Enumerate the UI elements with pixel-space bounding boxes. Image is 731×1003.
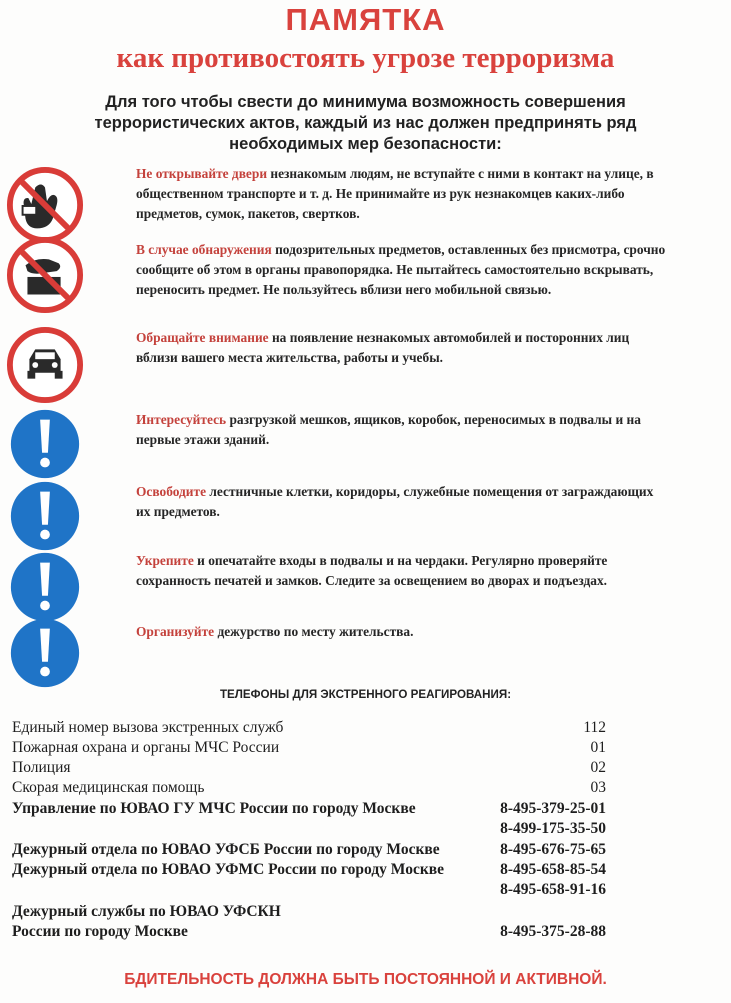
rule-item — [136, 622, 671, 642]
rule-item — [136, 164, 671, 224]
no-strangers-icon — [6, 166, 84, 244]
phone-number: 01 — [590, 739, 606, 756]
phone-number: 112 — [583, 719, 606, 736]
rule-keyword: Организуйте — [136, 624, 215, 639]
phone-number: 8-495-379-25-01 — [500, 800, 606, 817]
rule-text: незнакомым людям, не вступайте с ними в контакт на улице, в общественном транспорте и т. д. Не принимайте из рук незнакомцев каких-либо предметов, сумок, пакетов, свертков. — [136, 166, 654, 221]
page-subtitle: как противостоять угрозе терроризма — [116, 42, 615, 74]
rule-text: подозрительных предметов, оставленных без присмотра, срочно сообщите об этом в органы правопорядка. Не пытайтесь самостоятельно вскрывать, переносить предмет. Не пользуйтесь вблизи него мобильной связью. — [136, 242, 666, 297]
car-warning-icon — [6, 326, 84, 404]
vigilance-slogan: БДИТЕЛЬНОСТЬ ДОЛЖНА БЫТЬ ПОСТОЯННОЙ И АКТИВНОЙ. — [124, 971, 607, 988]
phone-service: Дежурный отдела по ЮВАО УФСБ России по городу Москве — [12, 841, 440, 858]
rule-text: на появление незнакомых автомобилей и посторонних лиц вблизи вашего места жительства, работы и учебы. — [136, 330, 630, 365]
rule-keyword: Интересуйтесь — [136, 412, 227, 427]
exclamation-icon — [6, 405, 84, 483]
phone-number: 03 — [590, 779, 606, 796]
phone-service: Дежурный службы по ЮВАО УФСКН — [12, 903, 281, 920]
rule-keyword: Не открывайте двери — [136, 166, 268, 181]
rule-item — [136, 240, 671, 300]
phone-service: Пожарная охрана и органы МЧС России — [12, 739, 280, 756]
phone-number: 8-495-658-91-16 — [500, 881, 606, 898]
rule-keyword: Освободите — [136, 484, 207, 499]
phones-heading: ТЕЛЕФОНЫ ДЛЯ ЭКСТРЕННОГО РЕАГИРОВАНИЯ: — [219, 688, 512, 701]
rule-keyword: В случае обнаружения — [136, 242, 272, 257]
phone-service: Управление по ЮВАО ГУ МЧС России по городу Москве — [12, 800, 416, 817]
intro-text: Для того чтобы свести до минимума возможность совершения террористических актов, каждый из нас должен предпринять ряд необходимых мер безопасности: — [94, 93, 637, 153]
phone-number: 8-495-658-85-54 — [500, 861, 606, 878]
phone-number: 8-495-375-28-88 — [500, 923, 606, 940]
rule-text: дежурство по месту жительства. — [214, 624, 414, 639]
phone-service: Скорая медицинская помощь — [12, 779, 205, 796]
page-title: ПАМЯТКА — [285, 2, 446, 37]
rule-keyword: Обращайте внимание — [136, 330, 269, 345]
phone-service: Дежурный отдела по ЮВАО УФМС России по городу Москве — [12, 861, 445, 878]
exclamation-icon — [6, 614, 84, 692]
phone-number: 8-495-676-75-65 — [500, 841, 606, 858]
phone-number: 8-499-175-35-50 — [500, 820, 606, 837]
phone-number: 02 — [590, 759, 606, 776]
rule-item — [136, 551, 671, 591]
rule-text: лестничные клетки, коридоры, служебные помещения от заграждающих их предметов. — [136, 484, 654, 519]
phone-service: Полиция — [12, 759, 71, 776]
rule-keyword: Укрепите — [136, 553, 194, 568]
rule-text: разгрузкой мешков, ящиков, коробок, переносимых в подвалы и на первые этажи зданий. — [136, 412, 641, 447]
rule-item — [136, 410, 671, 450]
rule-item — [136, 328, 671, 368]
no-touch-package-icon — [6, 236, 84, 314]
exclamation-icon — [6, 477, 84, 555]
rule-item — [136, 482, 671, 522]
rule-text: и опечатайте входы в подвалы и на чердаки. Регулярно проверяйте сохранность печатей и замков. Следите за освещением во дворах и подъездах. — [136, 553, 608, 588]
phone-service: Единый номер вызова экстренных служб — [12, 719, 284, 736]
phone-service: России по городу Москве — [12, 923, 188, 940]
